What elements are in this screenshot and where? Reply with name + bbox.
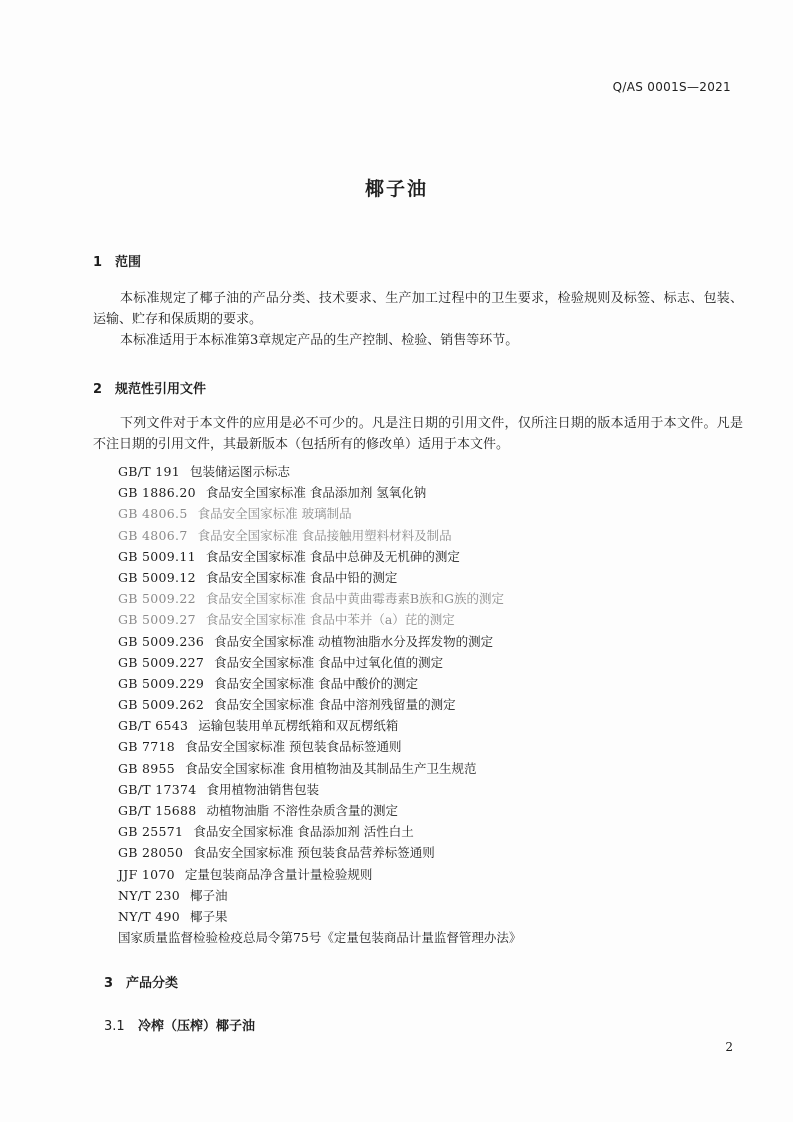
reference-item	[118, 885, 521, 906]
section-title: 产品分类	[126, 976, 179, 991]
reference-code: GB 28050	[118, 845, 184, 861]
reference-item	[118, 927, 521, 948]
reference-item	[118, 906, 521, 927]
reference-code: GB/T 15688	[118, 803, 197, 818]
reference-item	[118, 800, 521, 821]
reference-title: 食品安全国家标准 食品添加剂 活性白土	[193, 824, 414, 840]
section-title: 规范性引用文件	[115, 382, 207, 397]
reference-title: 食品安全国家标准 玻璃制品	[197, 506, 352, 522]
reference-code: GB 5009.236	[118, 633, 205, 649]
section-number: 2	[93, 382, 103, 397]
reference-code: NY/T 490	[118, 908, 180, 924]
reference-item	[118, 864, 521, 885]
reference-title: 食品安全国家标准 食品中黄曲霉毒素B族和G族的测定	[205, 591, 504, 607]
reference-title: 定量包装商品净含量计量检验规则	[184, 866, 373, 882]
reference-title: 椰子果	[189, 908, 228, 924]
section-2-heading	[93, 378, 206, 397]
reference-title: 食品安全国家标准 食品中过氧化值的测定	[214, 654, 444, 670]
reference-title: 食品安全国家标准 食品添加剂 氢氧化钠	[205, 485, 427, 501]
reference-code: GB 5009.12	[118, 569, 196, 585]
reference-title: 食品安全国家标准 食用植物油及其制品生产卫生规范	[185, 760, 477, 776]
reference-title: 食品安全国家标准 预包装食品营养标签通则	[193, 845, 435, 861]
reference-title: 食品安全国家标准 动植物油脂水分及挥发物的测定	[214, 633, 494, 649]
scope-paragraph-2: 本标准适用于本标准第3章规定产品的生产控制、检验、销售等环节。	[120, 333, 519, 348]
reference-title: 食品安全国家标准 食品中酸价的测定	[214, 675, 419, 691]
reference-item	[118, 758, 521, 779]
reference-title: 食品安全国家标准 预包装食品标签通则	[185, 739, 402, 755]
reference-item	[118, 694, 521, 715]
reference-item	[118, 631, 521, 652]
section-1-heading	[93, 251, 141, 270]
reference-code: GB 8955	[118, 760, 176, 776]
reference-code: GB 5009.227	[118, 654, 205, 670]
subsection-3-1-heading	[104, 1015, 255, 1034]
reference-title: 食品安全国家标准 食品中溶剂残留量的测定	[214, 697, 456, 713]
reference-title: 椰子油	[189, 887, 228, 903]
reference-code: JJF 1070	[118, 866, 175, 882]
reference-item	[118, 525, 521, 546]
reference-title: 食品安全国家标准 食品中苯并（a）芘的测定	[205, 612, 455, 628]
subsection-title: 冷榨（压榨）椰子油	[138, 1019, 256, 1034]
page-title: 椰子油	[364, 178, 428, 200]
reference-item	[118, 842, 521, 863]
section-number: 3	[104, 976, 114, 991]
reference-item	[118, 652, 521, 673]
reference-list	[118, 461, 521, 948]
reference-code: NY/T 230	[118, 887, 180, 903]
reference-item	[118, 715, 521, 736]
reference-item	[118, 736, 521, 757]
reference-title: 动植物油脂 不溶性杂质含量的测定	[206, 803, 398, 818]
reference-code: GB 7718	[118, 739, 176, 755]
reference-item	[118, 461, 521, 482]
page-number: 2	[725, 1040, 733, 1054]
reference-title: 食品安全国家标准 食品中铅的测定	[205, 569, 398, 585]
reference-item	[118, 503, 521, 524]
reference-item	[118, 546, 521, 567]
section-number: 1	[93, 255, 103, 270]
reference-title: 食品安全国家标准 食品中总砷及无机砷的测定	[205, 548, 460, 564]
reference-title: 食品安全国家标准 食品接触用塑料材料及制品	[197, 527, 452, 543]
reference-title: 国家质量监督检验检疫总局令第75号《定量包装商品计量监督管理办法》	[118, 930, 522, 946]
reference-code: GB 5009.27	[118, 612, 196, 628]
reference-item	[118, 821, 521, 842]
reference-code: GB 5009.229	[118, 675, 205, 691]
reference-title: 运输包装用单瓦楞纸箱和双瓦楞纸箱	[198, 718, 399, 734]
reference-item	[118, 779, 521, 800]
reference-code: GB 5009.11	[118, 548, 196, 564]
reference-code: GB/T 191	[118, 464, 180, 479]
reference-code: GB/T 17374	[118, 781, 197, 797]
reference-code: GB/T 6543	[118, 718, 189, 734]
reference-code: GB 4806.7	[118, 527, 188, 543]
reference-code: GB 5009.22	[118, 591, 196, 607]
subsection-number: 3.1	[104, 1019, 125, 1034]
document-code: Q/AS 0001S—2021	[612, 80, 731, 94]
reference-code: GB 25571	[118, 824, 184, 840]
section-3-heading	[104, 972, 178, 991]
reference-item	[118, 673, 521, 694]
reference-item	[118, 588, 521, 609]
reference-item	[118, 609, 521, 630]
reference-item	[118, 567, 521, 588]
scope-paragraph-1: 本标准规定了椰子油的产品分类、技术要求、生产加工过程中的卫生要求，检验规则及标签、标志、包装、运输、贮存和保质期的要求。	[93, 291, 743, 327]
reference-code: GB 4806.5	[118, 506, 188, 522]
references-intro: 下列文件对于本文件的应用是必不可少的。凡是注日期的引用文件，仅所注日期的版本适用于本文件。凡是不注日期的引用文件，其最新版本（包括所有的修改单）适用于本文件。	[93, 416, 743, 452]
reference-item	[118, 482, 521, 503]
reference-code: GB 5009.262	[118, 697, 205, 713]
reference-code: GB 1886.20	[118, 485, 196, 501]
reference-title: 包装储运图示标志	[189, 464, 290, 479]
reference-title: 食用植物油销售包装	[206, 781, 319, 797]
section-title: 范围	[115, 255, 142, 270]
